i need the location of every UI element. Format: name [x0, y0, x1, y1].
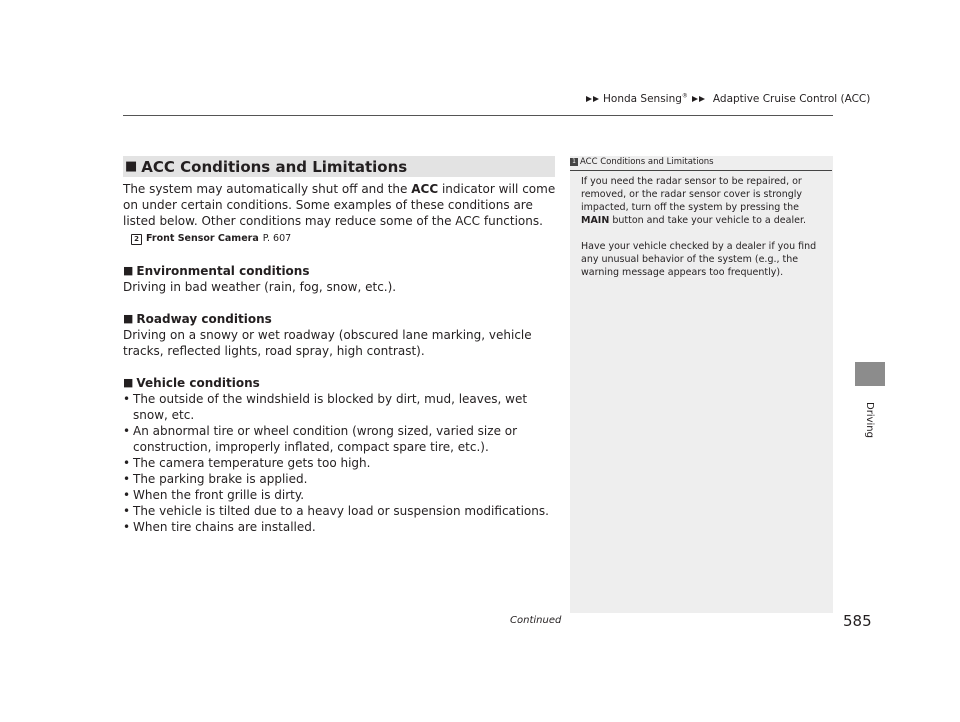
note-number-icon: 1 [570, 158, 578, 166]
breadcrumb [586, 93, 870, 105]
header-divider [123, 115, 833, 116]
intro-paragraph: The system may automatically shut off and the ACC indicator will come on under certain conditions. Some examples of these conditions are listed below. Other conditions may reduce some of the ACC functions. [123, 182, 556, 228]
subheading-marker-icon: ■ [123, 264, 134, 277]
subheading-marker-icon: ■ [123, 312, 134, 325]
list-item: • An abnormal tire or wheel condition (wrong sized, varied size or construction, improperly inflated, compact spare tire, etc.). [123, 423, 563, 455]
list-item: • The parking brake is applied. [123, 471, 563, 487]
breadcrumb-item[interactable]: Honda Sensing® [603, 92, 688, 105]
roadway-text: Driving on a snowy or wet roadway (obscured lane marking, vehicle tracks, reflected lights, road spray, high contrast). [123, 328, 532, 358]
sidebar-body [581, 175, 826, 292]
continued-label: Continued [510, 615, 562, 626]
page-number: 585 [843, 612, 872, 630]
list-item: • When tire chains are installed. [123, 519, 563, 535]
section-marker-icon: ■ [125, 159, 138, 174]
arrow-icon [699, 96, 705, 102]
subheading-marker-icon: ■ [123, 376, 134, 389]
section-title-bar [123, 156, 555, 177]
subheading-environmental: ■ Environmental conditions [123, 264, 310, 278]
list-item: • The camera temperature gets too high. [123, 455, 563, 471]
subheading-roadway: ■ Roadway conditions [123, 312, 272, 326]
list-item: • The vehicle is tilted due to a heavy load or suspension modifications. [123, 503, 563, 519]
chapter-tab[interactable] [855, 362, 885, 386]
list-item: • The outside of the windshield is blocked by dirt, mud, leaves, wet snow, etc. [123, 391, 563, 423]
sidebar-paragraph: Have your vehicle checked by a dealer if you find any unusual behavior of the system (e.g., the warning message appears too frequently). [581, 241, 817, 278]
cross-reference-link[interactable]: 2 Front Sensor Camera P. 607 [131, 231, 563, 247]
environmental-text: Driving in bad weather (rain, fog, snow, etc.). [123, 280, 397, 294]
sidebar-title: 1 ACC Conditions and Limitations [570, 157, 832, 171]
section-title: ACC Conditions and Limitations [141, 157, 408, 176]
arrow-icon [586, 96, 592, 102]
sidebar-paragraph: If you need the radar sensor to be repaired, or removed, or the radar sensor cover is strongly impacted, turn off the system by pressing the MAIN button and take your vehicle to a dealer. [581, 176, 807, 226]
reference-icon: 2 [131, 234, 142, 245]
arrow-icon [692, 96, 698, 102]
arrow-icon [593, 96, 599, 102]
main-content [123, 181, 563, 535]
breadcrumb-item[interactable]: Adaptive Cruise Control (ACC) [712, 93, 871, 105]
chapter-tab-label: Driving [864, 402, 875, 438]
vehicle-conditions-list [123, 391, 563, 535]
subheading-vehicle: ■ Vehicle conditions [123, 376, 260, 390]
list-item: • When the front grille is dirty. [123, 487, 563, 503]
